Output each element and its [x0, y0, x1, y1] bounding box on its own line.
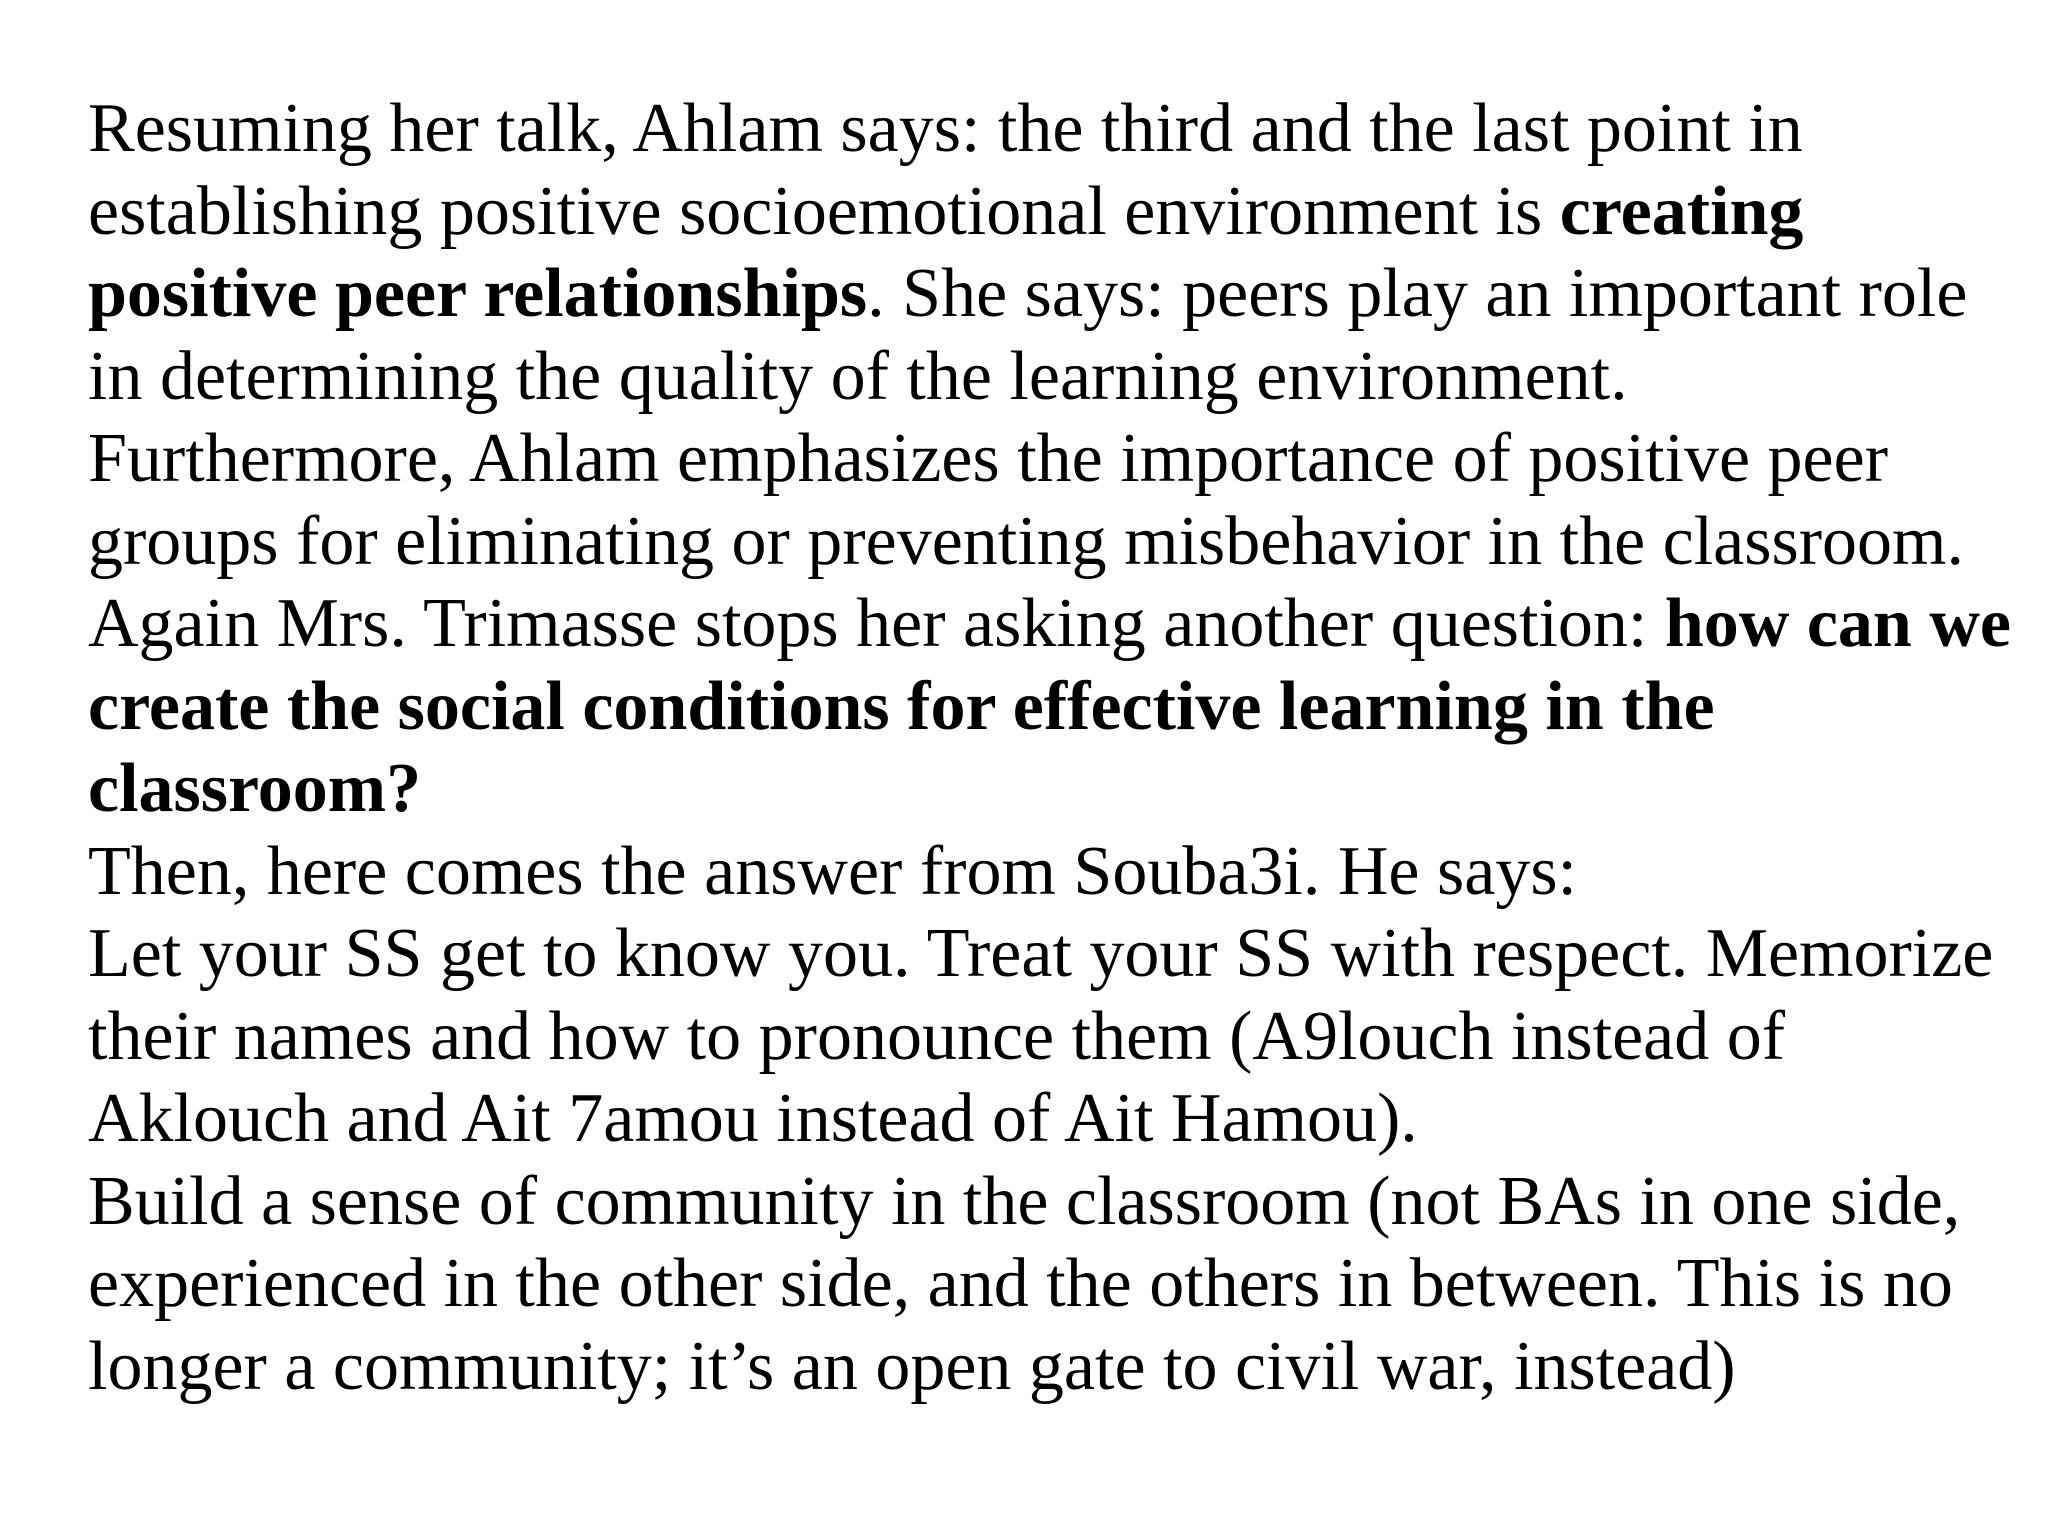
text-run: Let your SS get to know you. Treat your SS with respect. Memorize [88, 915, 1994, 992]
text-run: in determining the quality of the learning environment. [88, 337, 1628, 415]
text-run: Again Mrs. Trimasse stops her asking another question: [88, 585, 1665, 662]
bold-phrase: positive peer relationships [88, 255, 868, 332]
document-page [88, 88, 2011, 1408]
text-run: groups for eliminating or preventing misbehavior in the classroom. [88, 502, 1964, 580]
text-line-5 [88, 418, 2008, 501]
text-line-3 [88, 253, 2008, 336]
bold-phrase: creating [1559, 172, 1804, 250]
text-run: Furthermore, Ahlam emphasizes the importance of positive peer [88, 420, 1889, 497]
text-line-8 [88, 666, 2008, 749]
bold-question: how can we [1664, 585, 2011, 662]
text-line-11 [88, 913, 2008, 996]
text-run: their names and how to pronounce them (A9louch instead of [88, 997, 1786, 1075]
bold-question: create the social conditions for effective learning in the [88, 667, 1715, 745]
text-line-13 [88, 1078, 2008, 1161]
bold-question: classroom? [88, 750, 422, 827]
text-line-9 [88, 748, 2008, 831]
text-line-7 [88, 583, 2011, 666]
text-line-10 [88, 831, 2008, 914]
text-run: experienced in the other side, and the others in between. This is no [88, 1245, 1953, 1322]
text-line-14 [88, 1161, 2008, 1244]
text-run: Build a sense of community in the classroom (not BAs in one side, [88, 1162, 1961, 1240]
text-run: longer a community; it’s an open gate to civil war, instead) [88, 1327, 1736, 1405]
text-line-12 [88, 996, 2008, 1079]
text-line-16 [88, 1326, 2008, 1409]
text-line-6 [88, 501, 2008, 584]
text-line-1 [88, 88, 2008, 171]
text-line-4 [88, 336, 2008, 419]
text-run: Then, here comes the answer from Souba3i. He says: [88, 832, 1578, 910]
text-line-15 [88, 1243, 2008, 1326]
text-run: Aklouch and Ait 7amou instead of Ait Hamou). [88, 1080, 1418, 1157]
text-run: Resuming her talk, Ahlam says: the third and the last point in [88, 90, 1803, 167]
text-run: establishing positive socioemotional environment is [88, 172, 1560, 250]
text-line-2 [88, 171, 2008, 254]
text-run: . She says: peers play an important role [867, 255, 1968, 332]
